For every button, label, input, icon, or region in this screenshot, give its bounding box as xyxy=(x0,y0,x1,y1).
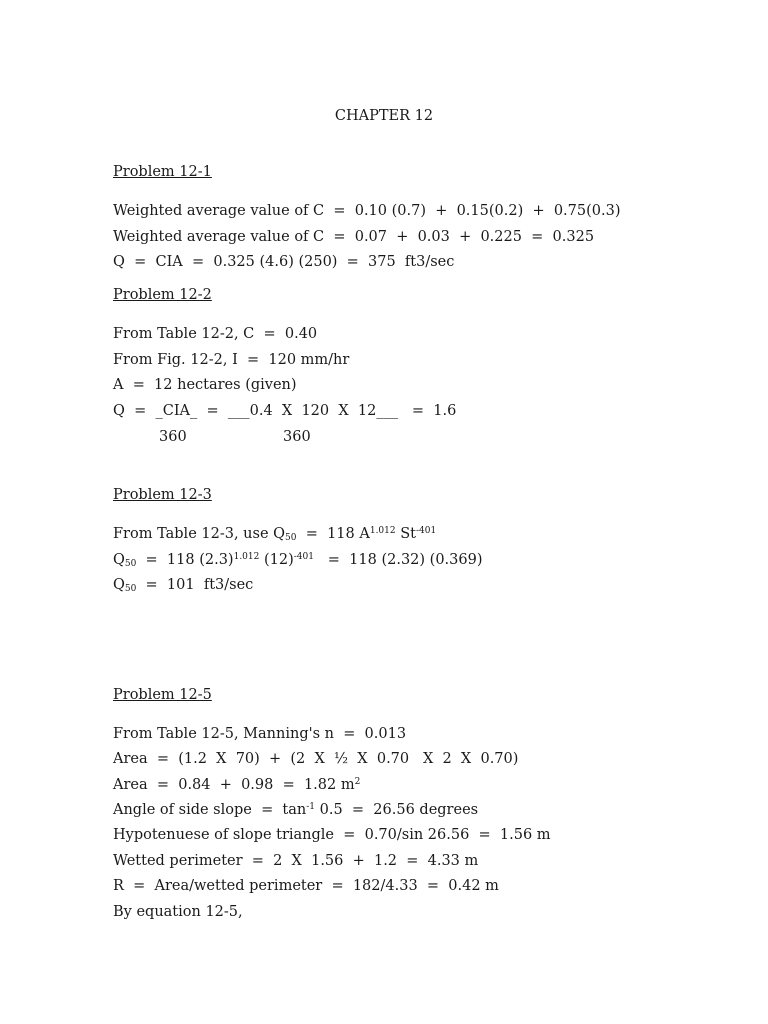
problem-12-5-line-6: Wetted perimeter = 2 X 1.56 + 1.2 = 4.33 m xyxy=(113,853,479,869)
problem-12-3-line-1 xyxy=(113,525,436,543)
problem-12-2-line-1: From Table 12-2, C = 0.40 xyxy=(113,326,318,342)
problem-12-5-line-7: R = Area/wetted perimeter = 182/4.33 = 0.42 m xyxy=(113,878,499,894)
superscript: 1.012 xyxy=(369,526,396,536)
text: St xyxy=(395,526,416,542)
problem-12-1-heading: Problem 12-1 xyxy=(113,164,212,180)
problem-12-3-line-3 xyxy=(113,576,253,594)
superscript: 2 xyxy=(354,777,361,787)
problem-12-5-line-5: Hypotenuese of slope triangle = 0.70/sin 26.56 = 1.56 m xyxy=(113,827,551,843)
text: From Table 12-3, use Q xyxy=(113,526,286,542)
formula-denominator-1: 360 xyxy=(159,429,187,445)
formula-result: = 1.6 xyxy=(398,403,457,419)
text: = 118 (2.32) (0.369) xyxy=(313,552,483,568)
text: Q xyxy=(113,552,125,568)
problem-12-5-line-3 xyxy=(113,776,360,794)
problem-12-3-heading: Problem 12-3 xyxy=(113,487,212,503)
problem-12-2-line-3: A = 12 hectares (given) xyxy=(113,377,297,393)
problem-12-1-line-1: Weighted average value of C = 0.10 (0.7) + 0.15(0.2) + 0.75(0.3) xyxy=(113,203,621,219)
problem-12-5-line-1: From Table 12-5, Manning's n = 0.013 xyxy=(113,726,407,742)
problem-12-5-line-2: Area = (1.2 X 70) + (2 X ½ X 0.70 X 2 X 0.70) xyxy=(113,751,519,767)
problem-12-1-line-3: Q = CIA = 0.325 (4.6) (250) = 375 ft3/sec xyxy=(113,254,455,270)
formula-denominator-2: 360 xyxy=(283,429,311,445)
chapter-title: CHAPTER 12 xyxy=(334,108,434,124)
problem-12-2-line-2: From Fig. 12-2, I = 120 mm/hr xyxy=(113,352,350,368)
text: = 118 A xyxy=(296,526,370,542)
superscript: -1 xyxy=(306,802,316,812)
text: = 118 (2.3) xyxy=(136,552,234,568)
subscript: 50 xyxy=(124,584,137,594)
text: = 101 ft3/sec xyxy=(136,577,254,593)
problem-12-1-line-2: Weighted average value of C = 0.07 + 0.03 + 0.225 = 0.325 xyxy=(113,229,595,245)
superscript: -401 xyxy=(415,526,437,536)
text: Angle of side slope = tan xyxy=(113,802,307,818)
text: 0.5 = 26.56 degrees xyxy=(315,802,479,818)
problem-12-2-heading: Problem 12-2 xyxy=(113,287,212,303)
formula-prefix: Q = xyxy=(113,403,156,419)
problem-12-5-line-4 xyxy=(113,801,478,819)
formula-equals: = xyxy=(197,403,228,419)
subscript: 50 xyxy=(285,533,297,543)
text: Q xyxy=(113,577,125,593)
subscript: 50 xyxy=(124,559,137,569)
superscript: 1.012 xyxy=(233,552,260,562)
problem-12-5-heading: Problem 12-5 xyxy=(113,687,212,703)
problem-12-3-line-2 xyxy=(113,551,482,569)
superscript: -401 xyxy=(293,552,314,562)
text: Area = 0.84 + 0.98 = 1.82 m xyxy=(113,777,355,793)
formula-numerator-1: _CIA_ xyxy=(155,403,198,419)
problem-12-2-formula xyxy=(113,402,456,420)
text: (12) xyxy=(259,552,294,568)
problem-12-5-line-8: By equation 12-5, xyxy=(113,904,243,920)
formula-numerator-2: ___0.4 X 120 X 12___ xyxy=(227,403,399,419)
